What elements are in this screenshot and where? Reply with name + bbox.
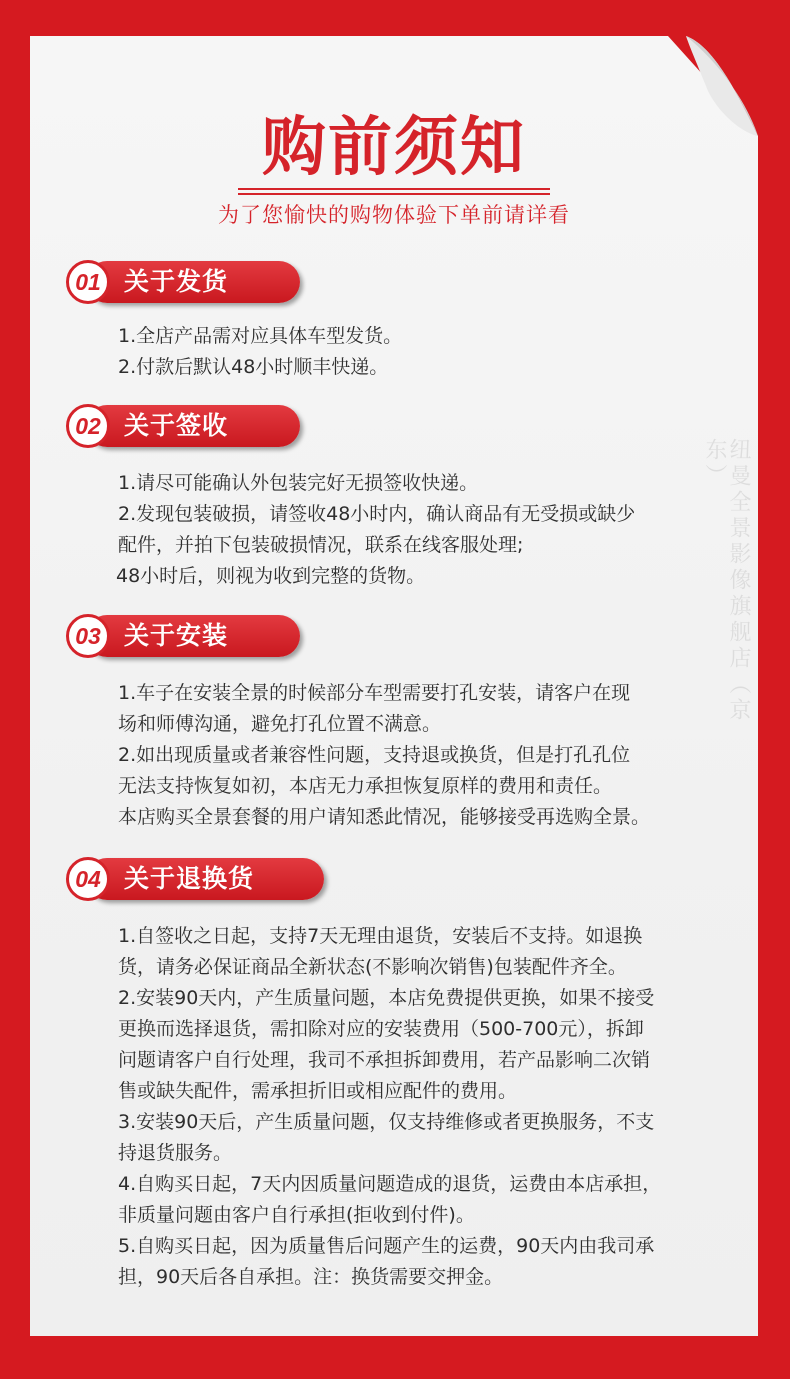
title-underline-bottom bbox=[238, 193, 550, 195]
title-underline-top bbox=[238, 188, 550, 190]
section-number-badge: 04 bbox=[66, 857, 110, 901]
body-line: 售或缺失配件，需承担折旧或相应配件的费用。 bbox=[118, 1080, 518, 1102]
body-line: 2.付款后默认48小时顺丰快递。 bbox=[118, 356, 389, 378]
body-line: 货，请务必保证商品全新状态(不影响次销售)包装配件齐全。 bbox=[118, 956, 627, 978]
body-line: 非质量问题由客户自行承担(拒收到付件)。 bbox=[118, 1204, 475, 1226]
body-line: 更换而选择退货，需扣除对应的安装费用（500-700元），拆卸 bbox=[118, 1018, 644, 1040]
body-line: 场和师傅沟通，避免打孔位置不满意。 bbox=[118, 713, 442, 735]
body-line: 担，90天后各自承担。注：换货需要交押金。 bbox=[118, 1266, 504, 1288]
section-number-badge: 02 bbox=[66, 404, 110, 448]
body-line: 持退货服务。 bbox=[118, 1142, 233, 1164]
notice-card bbox=[30, 36, 758, 1336]
body-line: 本店购买全景套餐的用户请知悉此情况，能够接受再选购全景。 bbox=[118, 806, 651, 828]
body-line: 配件，并拍下包装破损情况，联系在线客服处理; bbox=[118, 534, 524, 556]
page-title: 购前须知 bbox=[262, 111, 526, 185]
section-heading: 关于退换货 bbox=[124, 864, 255, 893]
body-line: 2.发现包装破损，请签收48小时内，确认商品有无受损或缺少 bbox=[118, 503, 636, 525]
section-heading: 关于签收 bbox=[124, 411, 229, 440]
section-body-signing bbox=[118, 468, 754, 592]
body-line: 5.自购买日起，因为质量售后问题产生的运费，90天内由我司承 bbox=[118, 1235, 655, 1257]
body-line: 3.安装90天后，产生质量问题，仅支持维修或者更换服务，不支 bbox=[118, 1111, 655, 1133]
section-number-badge: 03 bbox=[66, 614, 110, 658]
body-line: 1.车子在安装全景的时候部分车型需要打孔安装，请客户在现 bbox=[118, 682, 631, 704]
body-line: 1.自签收之日起，支持7天无理由退货，安装后不支持。如退换 bbox=[118, 925, 643, 947]
body-line: 问题请客户自行处理，我司不承担拆卸费用，若产品影响二次销 bbox=[118, 1049, 651, 1071]
section-heading: 关于安装 bbox=[124, 621, 229, 650]
body-line: 48小时后，则视为收到完整的货物。 bbox=[116, 565, 426, 587]
section-heading: 关于发货 bbox=[124, 267, 229, 296]
page-subtitle: 为了您愉快的购物体验下单前请详看 bbox=[218, 203, 570, 227]
body-line: 2.安装90天内，产生质量问题，本店免费提供更换，如果不接受 bbox=[118, 987, 655, 1009]
section-number-badge: 01 bbox=[66, 260, 110, 304]
store-watermark: 纽曼全景影像旗舰店（京东） bbox=[702, 438, 751, 724]
body-line: 无法支持恢复如初，本店无力承担恢复原样的费用和责任。 bbox=[118, 775, 613, 797]
body-line: 1.请尽可能确认外包装完好无损签收快递。 bbox=[118, 472, 479, 494]
body-line: 1.全店产品需对应具体车型发货。 bbox=[118, 325, 403, 347]
section-body-returns bbox=[118, 921, 754, 1293]
section-body-installation bbox=[118, 678, 754, 833]
body-line: 4.自购买日起，7天内因质量问题造成的退货，运费由本店承担， bbox=[118, 1173, 662, 1195]
body-line: 2.如出现质量或者兼容性问题，支持退或换货，但是打孔孔位 bbox=[118, 744, 631, 766]
section-body-shipping bbox=[118, 321, 754, 383]
